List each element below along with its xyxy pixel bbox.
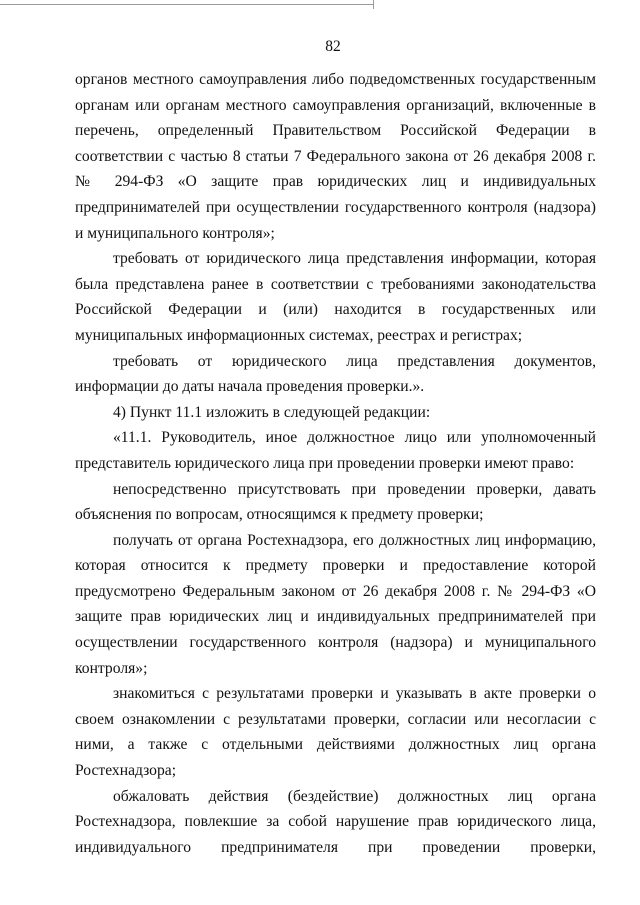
paragraph-6: непосредственно присутствовать при проведении проверки, давать объяснения по вопросам, относящимся к предмету проверки; [75, 480, 596, 524]
paragraph-5: «11.1. Руководитель, иное должностное лицо или уполномоченный представитель юридического лица при проведении проверки имеют право: [75, 429, 596, 472]
top-border-line [0, 4, 373, 5]
paragraph-7: получать от органа Ростехнадзора, его должностных лиц информацию, которая относится к предмету проверки и предоставление которой предусмотрено Федеральным законом от 26 декабря 2008 г. № 294-ФЗ «О защите прав юридических лиц и индивидуальных предпринимателей при осуществлении государственного контроля (надзора) и муниципального контроля»; [75, 531, 596, 677]
paragraph-4: 4) Пункт 11.1 изложить в следующей редакции: [113, 403, 431, 421]
page-number: 82 [325, 38, 341, 55]
top-border-tick [373, 0, 374, 9]
paragraph-3: требовать от юридического лица представления документов, информации до даты начала проведения проверки.». [75, 352, 596, 396]
document-body [75, 67, 596, 860]
paragraph-8: знакомиться с результатами проверки и указывать в акте проверки о своем ознакомлении с результатами проверки, согласии или несогласии с ними, а также с отдельными действиями должностных лиц органа Ростехнадзора; [75, 685, 596, 780]
paragraph-2: требовать от юридического лица представления информации, которая была представлена ранее в соответствии с требованиями законодательства Российской Федерации и (или) находится в государственных или муниципальных информационных системах, реестрах и регистрах; [75, 250, 596, 344]
paragraph-1: органов местного самоуправления либо подведомственных государственным органам или органам местного самоуправления организаций, включенные в перечень, определенный Правительством Российской Федерации в соответствии с частью 8 статьи 7 Федерального закона от 26 декабря 2008 г. № 294-ФЗ «О защите прав юридических лиц и индивидуальных предпринимателей при осуществлении государственного контроля (надзора) и муниципального контроля»; [75, 71, 596, 242]
paragraph-9: обжаловать действия (бездействие) должностных лиц органа Ростехнадзора, повлекшие за собой нарушение прав юридического лица, индивидуального предпринимателя при проведении проверки, [75, 787, 596, 856]
